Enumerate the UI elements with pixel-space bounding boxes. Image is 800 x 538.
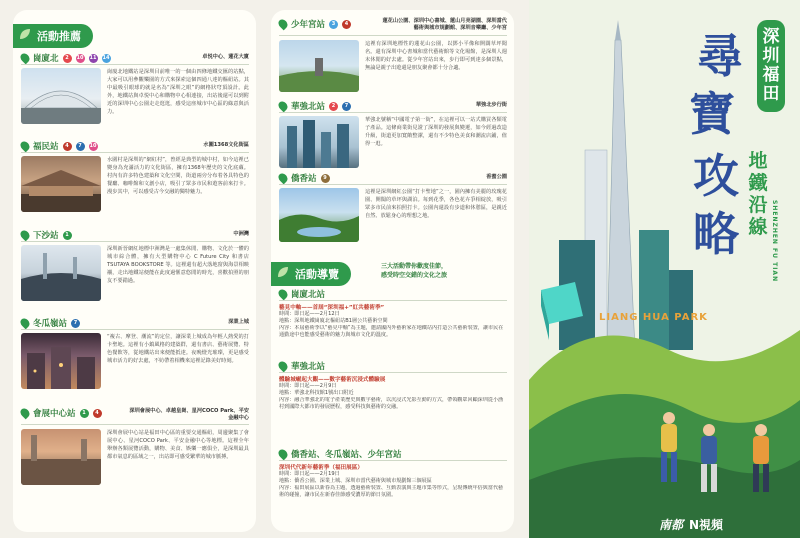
station-convention-center: 會展中心站 1 4 深圳會展中心、卓越皇崗、星河COCO Park、平安金融中心 深圳會展中心站是福田中心區的重要交通樞紐，周邊聚集了會展中心、星河COCO Park、平安金融中心等地標。這裡全年舉辦各類展覽活動，購物、美食、娛樂一應俱全，是深圳最具都市氣息的區域之一，出站即可感受繁華的城市脈搏。 [21,407,249,527]
line-badge: 9 [321,174,330,183]
event-huaqiang-north: 華強北站 體驗城崛起大觀——數字藝術沉浸式體驗展 時間：即日起——2月9日 地點：華強北科技館1號出口附近 內容：融合華強北的電子產業歷史與數字藝術，以沉浸式光影互動的方式，帶領觀眾回顧深圳從小漁村到國際大都市的發展歷程，感受科技與藝術的交融。 [279,360,507,442]
station-donggualing: 冬瓜嶺站 7 深業上城 “複古、摩登、潮流”的定位，讓深業上城成為年輕人熱愛的打卡聖地。這裡有小鎮風格的建築群，還有書店、藝術展覽、特色餐飲等，從地鐵站出來便能抵達。夜晚燈光璀璨，更是感受城市活力的好去處，不妨帶着相機來這裡記錄美好時刻。 [21,317,249,402]
photo-lianhuashan [279,40,359,92]
station-description: 深圳會展中心站是福田中心區的重要交通樞紐，周邊聚集了會展中心、星河COCO Park、平安金融中心等地標。這裡全年舉辦各類展覽活動，購物、美食、娛樂一應俱全，是深圳最具都市氣息的區域之一，出站即可感受繁華的城市脈搏。 [107,430,249,460]
location-pin-icon [277,172,290,185]
divider [279,372,507,373]
photo-zhongzhouwan [21,245,101,301]
station-shaoniangong: 少年宮站 3 4 蓮花山公園、深圳中心書城、蓮山月亮湖園、深圳當代藝術與城市規劃館、深圳音樂廳、少年宮 這裡有深圳地標性的蓮花山公園，以鄧小平像和開闊草坪聞名。還有深圳中心書城和當代藝術館等文化場館，是深圳人週末休閒的好去處。從少年宮站出來，步行即可到達多個景點，無論是親子出遊還是朋友聚會都十分合適。 [279,18,507,98]
photo-upperhills [21,333,101,389]
line-badge: 4 [63,142,72,151]
leaf-icon [277,266,289,278]
divider [21,329,249,330]
station-description: 這裡有深圳地標性的蓮花山公園，以鄧小平像和開闊草坪聞名。還有深圳中心書城和當代藝術館等文化場館，是深圳人週末休閒的好去處。從少年宮站出來，步行即可到達多個景點，無論是親子出遊還是朋友聚會都十分合適。 [365,41,507,71]
publisher-logos [659,516,723,533]
event-content: 內容：融合華強北的電子產業歷史與數字藝術，以沉浸式光影互動的方式，帶領觀眾回顧深圳從小漁村到國際大都市的發展歷程，感受科技與藝術的交融。 [279,397,504,411]
station-fumin: 福民站 4 7 10 水圍1368文化街區 水圍村是深圳的“網紅村”，曾經是典型的城中村，如今這裡已變身為充滿活力的文化街區，擁有1368年歷史的文化底蘊。村內有許多特色建築和文化空間，街道兩旁分布着各具特色的餐廳、咖啡館和文創小店，吸引了眾多市民和遊客前來打卡。漫步其中，可以感受古今交融的獨特魅力。 [21,140,249,225]
station-description: 深圳新晉網紅地標中洲灣是一處集休閒、購物、文化於一體的城市綜合體，擁有大型購物中心 C Future City 和書店 TSUTAYA BOOKSTORE 等。這裡還有超大落地窗與海景相映襯，走出地鐵站便能在此度過愜意悠閒的時光，喜歡拍照的朋友不要錯過。 [107,246,249,284]
location-pin-icon [19,52,32,65]
line-badge: 10 [89,142,97,149]
station-address: 水圍1368文化街區 [203,142,249,148]
event-title: 藝見中軸——首屆“深圳福+”紅共藝術季” [279,305,385,311]
event-title: 深圳代代新年藝術季（福田展區） [279,465,363,471]
photo-convention-center [21,429,101,485]
divider [279,35,507,36]
photo-huaqiangbei [279,116,359,168]
line-badge: 10 [76,54,84,61]
event-content: 內容：福田展區以新春為主題，透過藝術裝置、互動表演與主題市集等形式，呈現傳統年俗與當代藝術的碰撞，讓市民在新春佳節感受濃厚的節日氛圍。 [279,485,504,499]
photo-gangxia-dome [21,68,101,124]
station-address: 蓮花山公園、深圳中心書城、蓮山月亮湖園、深圳當代藝術與城市規劃館、深圳音樂廳、少年宮 [382,18,507,31]
line-badge: 1 [63,231,72,240]
event-place: 地點：僑香公園、深業上城、深圳市當代藝術與城市規劃館三個展區 [279,478,432,484]
station-address: 中洲灣 [233,231,249,237]
location-pin-icon [277,288,290,301]
station-address: 深圳會展中心、卓越皇崗、星河COCO Park、平安金融中心 [129,408,249,421]
line-badge: 2 [63,54,72,63]
event-gangxia-north: 崗廈北站 藝見中軸——首屆“深圳福+”紅共藝術季” 時間：即日起——2月12日 地點：深圳地鐵崗廈北樞紐站B1層公共藝術空間 內容：本屆藝術季以“藝見中軸”為主題，邀請國內外藝術家在地鐵站內打造公共藝術裝置，讓市民在通勤途中也能感受藝術的魅力與城市文化的溫度。 [279,288,507,354]
divider [279,112,507,113]
location-pin-icon [277,360,290,373]
location-pin-icon [19,407,32,420]
line-badge: 14 [102,54,110,61]
subtitle-english: SHENZHEN FU TIAN [771,200,778,283]
brand-badge-shenzhen-futian: 深圳福田 [757,20,785,112]
event-place: 地點：華強北科技館1號出口附近 [279,390,354,396]
subtitle-metro-line: 地鐵沿線 [748,150,768,238]
title-char-3: 攻 [693,149,739,203]
station-address: 香蜜公園 [486,174,507,180]
divider [21,152,249,153]
event-content: 內容：本屆藝術季以“藝見中軸”為主題，邀請國內外藝術家在地鐵站內打造公共藝術裝置，讓市民在通勤途中也能感受藝術的魅力與城市文化的溫度。 [279,325,504,339]
divider [21,424,249,425]
station-description: 華強北號稱“中國電子第一街”，在這裡可以一站式購買各類電子產品。這條商業街見證了深圳的發展與變遷，如今經過改造升級，街道更加寬敞整潔，還有不少特色美食和潮流店鋪，值得一逛。 [365,117,507,147]
station-description: 這裡是深圳網紅公園“打卡聖地”之一，園內擁有美麗的玫瑰花園、開闊的草坪與湖泊。每到花季，各色花卉爭相綻放，吸引眾多市民前來拍照打卡。公園內還設有步道和休憩區，是親近自然、放鬆身心的理想之地。 [365,189,507,219]
divider [279,184,507,185]
event-tagline: 三大活動帶你歡度佳節， 感受時空交錯的文化之旅 [381,263,448,279]
location-pin-icon [19,140,32,153]
location-pin-icon [277,448,290,461]
station-description: 水圍村是深圳的“網紅村”，曾經是典型的城中村，如今這裡已變身為充滿活力的文化街區，擁有1368年歷史的文化底蘊。村內有許多特色建築和文化空間，街道兩旁分布着各具特色的餐廳、咖啡館和文創小店，吸引了眾多市民和遊客前來打卡。漫步其中，可以感受古今交融的獨特魅力。 [107,157,249,195]
photo-shuiwei-village [21,156,101,212]
line-badge: 4 [93,409,102,418]
line-badge: 3 [329,20,338,29]
panel-stations-and-events [271,10,514,532]
event-place: 地點：深圳地鐵崗廈北樞紐站B1層公共藝術空間 [279,318,388,324]
line-badge: 2 [329,102,338,111]
location-pin-icon [19,229,32,242]
event-time: 時間：即日起——2月12日 [279,311,340,317]
event-title: 體驗城崛起大觀——數字藝術沉浸式體驗展 [279,377,386,383]
event-fashion-triangle: 僑香站、冬瓜嶺站、少年宮站 深圳代代新年藝術季（福田展區） 時間：即日起——2月19日 地點：僑香公園、深業上城、深圳市當代藝術與城市規劃館三個展區 內容：福田展區以新春為主題，透過藝術裝置、互動表演與主題市集等形式，呈現傳統年俗與當代藝術的碰撞，讓市民在新春佳節感受濃厚的節日氛圍。 [279,448,507,528]
station-address: 卓悦中心、蓮花大廈 [202,54,249,60]
title-char-2: 寶 [689,87,735,141]
station-address: 深業上城 [228,319,249,325]
line-badge: 11 [89,54,97,61]
line-badge: 7 [342,102,351,111]
divider [279,460,507,461]
section-title-events: 活動導覽 [271,262,351,286]
nandu-logo: 南都 [659,518,684,532]
station-qiaoxiang: 僑香站 9 香蜜公園 這裡是深圳網紅公園“打卡聖地”之一，園內擁有美麗的玫瑰花園、開闊的草坪與湖泊。每到花季，各色花卉爭相綻放，吸引眾多市民前來拍照打卡。公園內還設有步道和休憩區，是親近自然、放鬆身心的理想之地。 [279,172,507,256]
title-char-1: 尋 [697,29,743,83]
station-description: 崗廈北地鐵站是深圳目前唯一的一個由四條地鐵交匯的站點，大家可以用參觀樂園的方式來探索這個四通八達的樞紐站。其中最吸引眼球的就是名為“深圳之眼”的網格狀穹頂設計。此外，地鐵站與卓悦中心和購物中心相連接，出站後還可以到附近的深圳中心公園走走逛逛，感受這座城市中心區的綠意與活力。 [107,69,249,115]
leaf-icon [19,28,31,40]
panel-activity-recommendations [13,10,256,532]
section-title-activities: 活動推薦 [13,24,93,48]
title-char-4: 略 [693,207,739,261]
event-time: 時間：即日起——2月9日 [279,383,337,389]
park-sign: LIANG HUA PARK [599,312,708,323]
divider [21,241,249,242]
location-pin-icon [277,18,290,31]
line-badge: 7 [71,319,80,328]
divider [279,300,507,301]
station-xiasha: 下沙站 1 中洲灣 深圳新晉網紅地標中洲灣是一處集休閒、購物、文化於一體的城市綜合體，擁有大型購物中心 C Future City 和書店 TSUTAYA BOOKSTORE 等。這裡還有超大落地窗與海景相映襯，走出地鐵站便能在此度過愜意悠閒的時光，喜歡拍照的朋友不要錯過。 [21,229,249,314]
photo-xiangmi-park [279,188,359,242]
station-address: 華強北步行街 [475,102,507,108]
divider [21,64,249,65]
panel-cover [529,0,800,538]
nvideo-logo: N視頻 [689,518,724,532]
line-badge: 7 [76,142,85,151]
station-gangxia-north: 崗廈北 2 10 11 14 卓悦中心、蓮花大廈 崗廈北地鐵站是深圳目前唯一的一個由四條地鐵交匯的站點，大家可以用參觀樂園的方式來探索這個四通八達的樞紐站。其中最吸引眼球的就是名為“深圳之眼”的網格狀穹頂設計。此外，地鐵站與卓悦中心和購物中心相連接，出站後還可以到附近的深圳中心公園走走逛逛，感受這座城市中心區的綠意與活力。 [21,52,249,137]
station-huaqiang-north: 華強北站 2 7 華強北步行街 華強北號稱“中國電子第一街”，在這裡可以一站式購買各類電子產品。這條商業街見證了深圳的發展與變遷，如今經過改造升級，街道更加寬敞整潔，還有不少特色美食和潮流店鋪，值得一逛。 [279,100,507,170]
location-pin-icon [277,100,290,113]
station-description: “複古、摩登、潮流”的定位，讓深業上城成為年輕人熱愛的打卡聖地。這裡有小鎮風格的建築群，還有書店、藝術展覽、特色餐飲等，從地鐵站出來便能抵達。夜晚燈光璀璨，更是感受城市活力的好去處，不妨帶着相機來這裡記錄美好時刻。 [107,334,249,364]
event-time: 時間：即日起——2月19日 [279,471,340,477]
line-badge: 4 [342,20,351,29]
line-badge: 1 [80,409,89,418]
location-pin-icon [19,317,32,330]
